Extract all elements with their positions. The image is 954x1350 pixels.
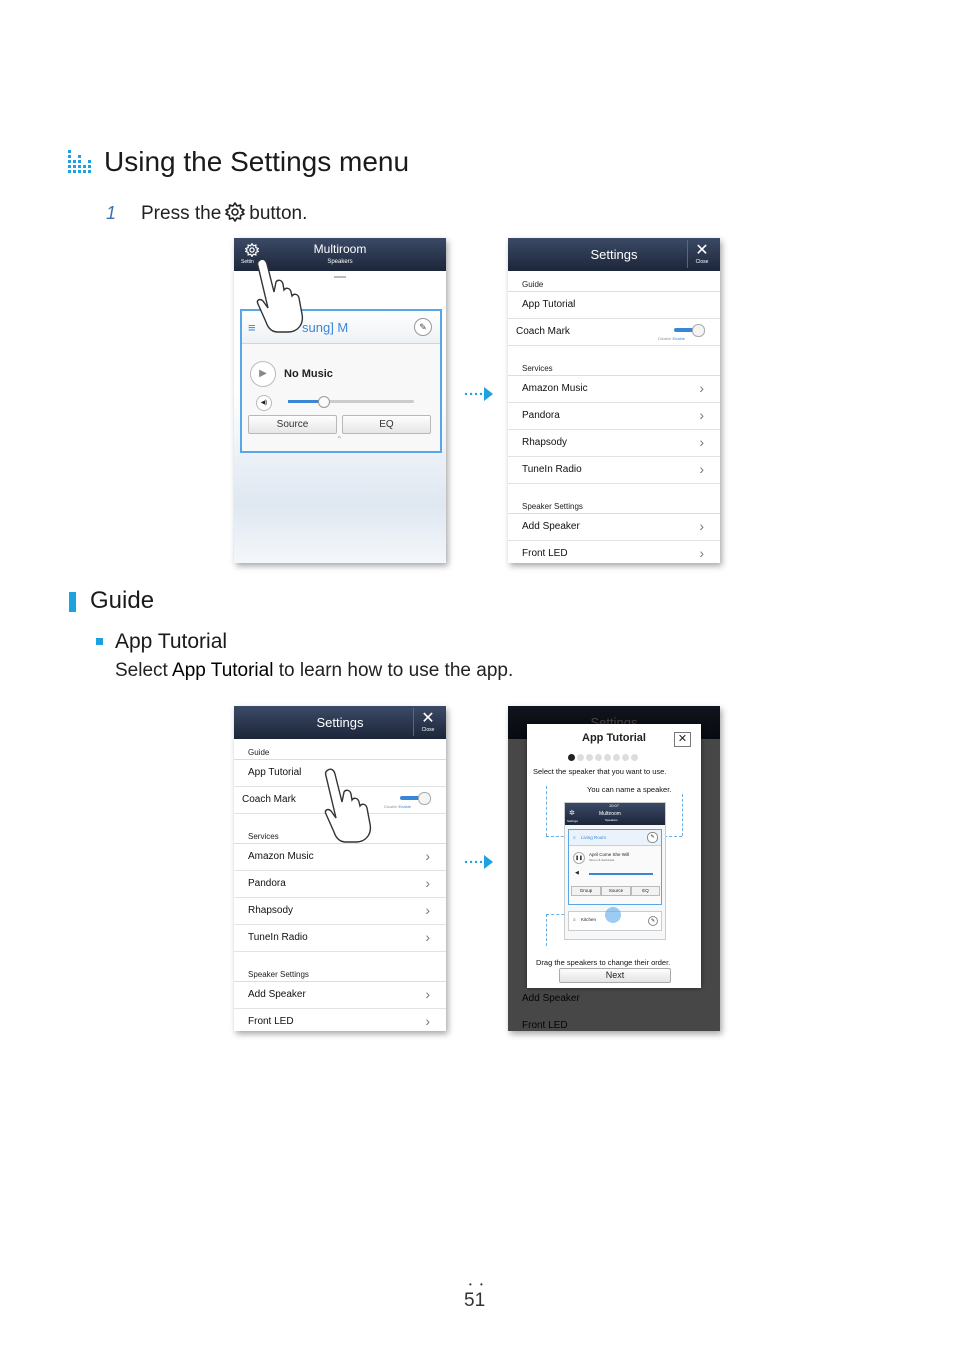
mini-pencil-icon: ✎ xyxy=(647,832,658,843)
step-dot xyxy=(631,754,638,761)
mini-list-icon: ≡ xyxy=(573,917,576,922)
mini-speaker-card xyxy=(568,829,662,905)
settings-screen-1 xyxy=(508,238,720,563)
source-button[interactable]: Source xyxy=(248,415,337,434)
speaker-name: sung] M xyxy=(302,320,349,335)
edit-pencil-icon[interactable]: ✎ xyxy=(414,318,432,336)
list-item-amazon-music[interactable] xyxy=(234,844,446,871)
chevron-right-icon: › xyxy=(699,380,704,396)
chevron-right-icon: › xyxy=(425,848,430,864)
section-header-speaker-settings: Speaker Settings xyxy=(234,952,446,982)
collapse-chevron-icon[interactable]: ⌃ xyxy=(336,435,343,444)
chevron-right-icon: › xyxy=(425,986,430,1002)
callout-line xyxy=(546,786,548,836)
chevron-right-icon: › xyxy=(699,518,704,534)
callout-line xyxy=(546,914,548,946)
tutorial-close-button[interactable]: ✕ xyxy=(674,732,691,747)
pointing-hand-icon xyxy=(320,768,380,843)
chevron-right-icon: › xyxy=(699,545,704,561)
mini-gear-icon: ✲ xyxy=(569,810,575,817)
step-indicator xyxy=(568,748,640,766)
list-item-front-led[interactable] xyxy=(508,541,720,563)
mini-song: April Come She Will xyxy=(589,852,630,857)
close-label: Close xyxy=(695,259,709,265)
volume-icon[interactable]: ◀) xyxy=(256,395,272,411)
desc-bold: App Tutorial xyxy=(172,660,274,681)
step-number: 1 xyxy=(106,203,117,223)
coach-mark-toggle[interactable] xyxy=(658,324,706,341)
list-item-tunein-radio[interactable] xyxy=(234,925,446,952)
arrow-right-icon xyxy=(463,854,497,870)
step-dot-active xyxy=(568,754,575,761)
mini-pencil-icon: ✎ xyxy=(648,916,658,926)
step-text-after: button. xyxy=(249,203,308,224)
toggle-off-label: Disable xyxy=(658,336,672,341)
touch-indicator xyxy=(605,907,621,923)
multiroom-screen xyxy=(234,238,446,563)
subsection-bullet xyxy=(96,638,103,645)
list-item-label: App Tutorial xyxy=(522,299,576,310)
step-dot xyxy=(586,754,593,761)
mini-volume-icon: ◀ xyxy=(575,870,579,876)
settings-header xyxy=(508,238,720,271)
tutorial-title: App Tutorial xyxy=(582,732,646,744)
list-item-rhapsody[interactable] xyxy=(508,430,720,457)
settings-header xyxy=(234,706,446,739)
list-item-label: Front LED xyxy=(248,1016,294,1027)
mini-settings-label: Settings xyxy=(567,819,578,823)
toggle-on-label: Enable xyxy=(398,804,411,809)
chevron-right-icon: › xyxy=(699,407,704,423)
page-title: Using the Settings menu xyxy=(104,146,410,177)
settings-title: Settings xyxy=(316,715,364,730)
tutorial-instruction-2: You can name a speaker. xyxy=(587,785,672,794)
chevron-right-icon: › xyxy=(699,461,704,477)
chevron-right-icon: › xyxy=(699,434,704,450)
equalizer-dots-icon xyxy=(68,150,92,176)
settings-title: Settings xyxy=(590,247,638,262)
chevron-right-icon: › xyxy=(425,929,430,945)
drag-handle[interactable] xyxy=(334,276,346,278)
list-item-tunein-radio[interactable] xyxy=(508,457,720,484)
list-item-label: Add Speaker xyxy=(522,521,580,532)
step-text xyxy=(141,202,307,225)
mini-subtitle: Speakers xyxy=(605,818,618,822)
list-item-rhapsody[interactable] xyxy=(234,898,446,925)
mini-header xyxy=(565,803,665,825)
step-dot xyxy=(595,754,602,761)
volume-slider[interactable] xyxy=(288,400,414,403)
mini-list-icon: ≡ xyxy=(573,835,576,840)
multiroom-subtitle: Speakers xyxy=(327,259,353,265)
mini-pause-icon: ❚❚ xyxy=(573,852,585,864)
mini-speaker-1: Living Room xyxy=(581,835,607,840)
list-item-app-tutorial[interactable] xyxy=(508,292,720,319)
mini-source-button: Source xyxy=(601,886,631,896)
section-header-guide: Guide xyxy=(508,271,720,292)
settings-screen-2 xyxy=(234,706,446,1031)
close-button[interactable] xyxy=(413,708,442,736)
list-item-label: Amazon Music xyxy=(522,383,588,394)
step-dot xyxy=(604,754,611,761)
callout-line xyxy=(682,794,683,836)
mini-time: 10:07 xyxy=(609,803,620,808)
speaker-list-icon: ≡ xyxy=(248,320,256,335)
eq-button[interactable]: EQ xyxy=(342,415,431,434)
tutorial-instruction-3: Drag the speakers to change their order. xyxy=(536,958,671,967)
list-item-label: Pandora xyxy=(522,410,560,421)
list-item-pandora[interactable] xyxy=(508,403,720,430)
list-item-add-speaker[interactable] xyxy=(508,514,720,541)
list-item-label: Rhapsody xyxy=(522,437,568,448)
close-button[interactable] xyxy=(687,240,716,268)
list-item-coach-mark xyxy=(508,319,720,346)
desc-after: to learn how to use the app. xyxy=(273,660,514,681)
list-item-label: Rhapsody xyxy=(248,905,294,916)
page-number: 51 xyxy=(464,1290,486,1311)
list-item-label: Coach Mark xyxy=(516,326,570,337)
close-icon: ✕ xyxy=(695,242,709,259)
desc-before: Select xyxy=(115,660,173,681)
list-item-label: Amazon Music xyxy=(248,851,314,862)
mini-artist: Simon & Garfunkel xyxy=(589,858,615,862)
guide-section-marker xyxy=(69,592,76,612)
toggle-off-label: Disable xyxy=(384,804,398,809)
now-playing-status: No Music xyxy=(284,368,333,380)
subsection-title: App Tutorial xyxy=(115,630,228,653)
list-item-label: TuneIn Radio xyxy=(248,932,308,943)
toggle-on-label: Enable xyxy=(672,336,685,341)
list-item-label: TuneIn Radio xyxy=(522,464,582,475)
list-item-add-speaker[interactable] xyxy=(234,982,446,1009)
mini-title: Multiroom xyxy=(599,811,621,817)
list-item-front-led[interactable] xyxy=(234,1009,446,1031)
close-label: Close xyxy=(421,727,435,733)
coach-mark-toggle[interactable] xyxy=(384,792,432,809)
mini-eq-button: EQ xyxy=(631,886,660,896)
guide-section-title: Guide xyxy=(90,587,155,614)
tutorial-dialog xyxy=(527,724,701,988)
tutorial-screen xyxy=(508,706,720,1031)
section-header-services: Services xyxy=(508,346,720,376)
mini-group-button: Group xyxy=(571,886,601,896)
list-item-amazon-music[interactable] xyxy=(508,376,720,403)
mini-screen xyxy=(564,802,666,940)
step-dot xyxy=(613,754,620,761)
mini-volume-slider xyxy=(589,873,653,875)
subsection-description xyxy=(115,660,513,682)
section-header-guide: Guide xyxy=(234,739,446,760)
step-dot xyxy=(622,754,629,761)
gear-icon xyxy=(225,202,245,222)
list-item-label: Front LED xyxy=(522,548,568,559)
settings-label: Settin xyxy=(241,259,254,265)
chevron-right-icon: › xyxy=(425,902,430,918)
next-button[interactable]: Next xyxy=(559,968,671,983)
step-text-before: Press the xyxy=(141,203,222,224)
list-item-label: Coach Mark xyxy=(242,794,296,805)
pointing-hand-icon xyxy=(252,258,312,333)
close-icon: ✕ xyxy=(421,710,435,727)
list-item-label: Pandora xyxy=(248,878,286,889)
list-item-label: Add Speaker xyxy=(248,989,306,1000)
section-header-services: Services xyxy=(234,814,446,844)
page-dots: • • xyxy=(469,1280,486,1289)
mini-speaker-2: Kitchen xyxy=(581,917,597,922)
tutorial-instruction-1: Select the speaker that you want to use. xyxy=(533,767,667,776)
multiroom-title: Multiroom xyxy=(313,242,367,256)
step-dot xyxy=(577,754,584,761)
arrow-right-icon xyxy=(463,386,497,402)
chevron-right-icon: › xyxy=(425,1013,430,1029)
section-header-speaker-settings: Speaker Settings xyxy=(508,484,720,514)
list-item-pandora[interactable] xyxy=(234,871,446,898)
chevron-right-icon: › xyxy=(425,875,430,891)
play-button[interactable]: ▶ xyxy=(250,361,276,387)
list-item-label: App Tutorial xyxy=(248,767,302,778)
